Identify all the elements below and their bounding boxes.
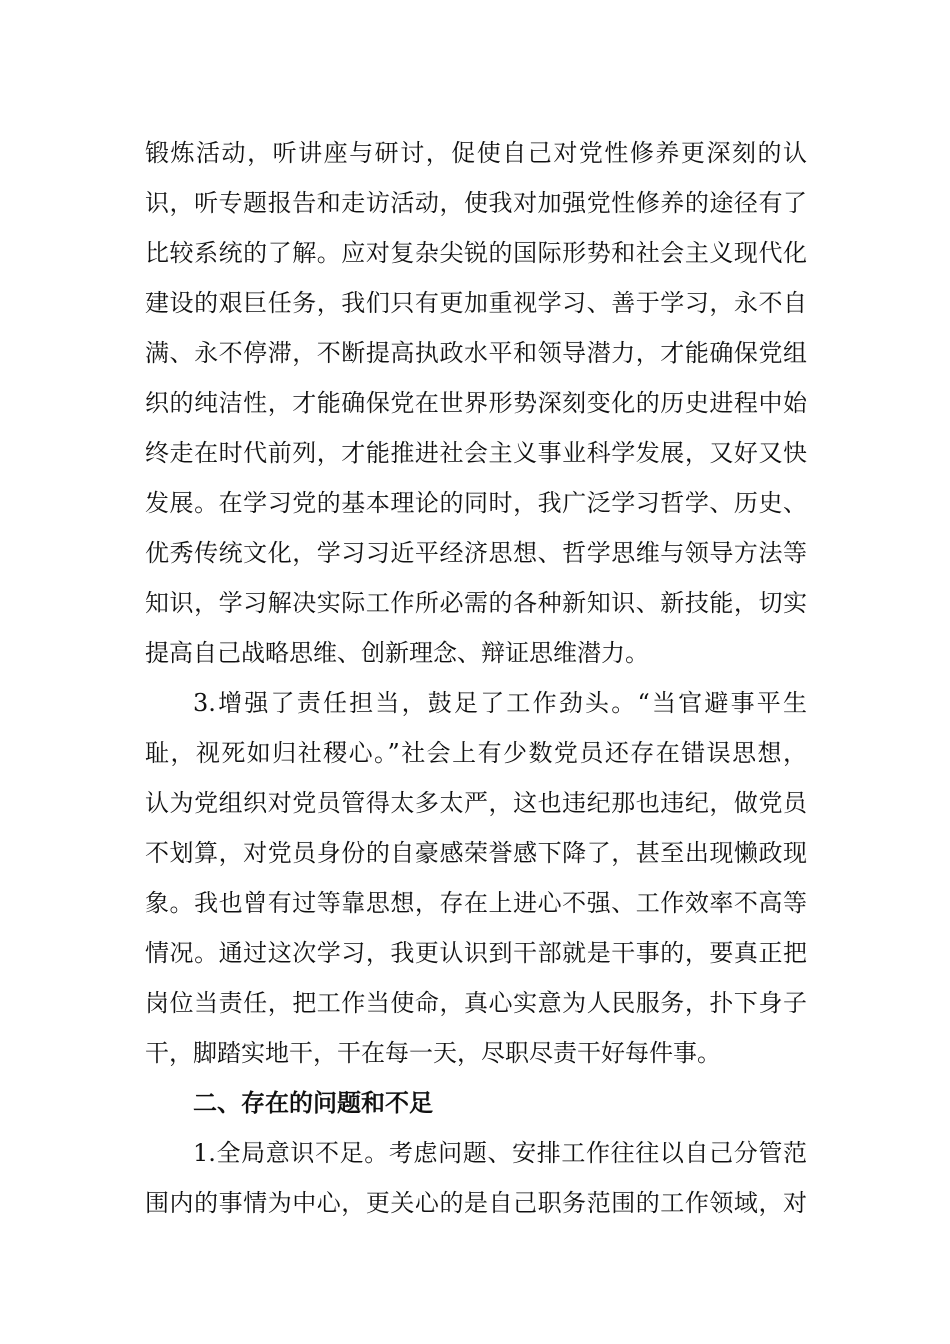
paragraph-line: 1.全局意识不足。考虑问题、安排工作往往以自己分管范: [193, 1139, 807, 1167]
paragraph-line: 围内的事情为中心，更关心的是自己职务范围的工作领域，对: [145, 1189, 807, 1217]
paragraph-line: 认为党组织对党员管得太多太严，这也违纪那也违纪，做党员: [145, 789, 807, 817]
paragraph-line: 织的纯洁性，才能确保党在世界形势深刻变化的历史进程中始: [145, 389, 807, 417]
paragraph-line: 建设的艰巨任务，我们只有更加重视学习、善于学习，永不自: [145, 289, 807, 317]
paragraph-line: 情况。通过这次学习，我更认识到干部就是干事的，要真正把: [145, 939, 807, 967]
section-heading: 二、存在的问题和不足: [193, 1089, 433, 1117]
paragraph-line: 象。我也曾有过等靠思想，存在上进心不强、工作效率不高等: [145, 889, 807, 917]
paragraph-line: 优秀传统文化，学习习近平经济思想、哲学思维与领导方法等: [145, 539, 807, 567]
document-body: [145, 128, 807, 1228]
paragraph-line: 3.增强了责任担当，鼓足了工作劲头。“当官避事平生: [193, 689, 807, 717]
paragraph-line: 知识，学习解决实际工作所必需的各种新知识、新技能，切实: [145, 589, 807, 617]
paragraph-line: 终走在时代前列，才能推进社会主义事业科学发展，又好又快: [145, 439, 807, 467]
paragraph-line: 识，听专题报告和走访活动，使我对加强党性修养的途径有了: [145, 189, 807, 217]
paragraph-line: 满、永不停滞，不断提高执政水平和领导潜力，才能确保党组: [145, 339, 807, 367]
paragraph-line: 发展。在学习党的基本理论的同时，我广泛学习哲学、历史、: [145, 489, 807, 517]
paragraph-line: 不划算，对党员身份的自豪感荣誉感下降了，甚至出现懒政现: [145, 839, 807, 867]
paragraph-line: 锻炼活动，听讲座与研讨，促使自己对党性修养更深刻的认: [145, 139, 807, 167]
paragraph-line: 比较系统的了解。应对复杂尖锐的国际形势和社会主义现代化: [145, 239, 807, 267]
paragraph-line: 岗位当责任，把工作当使命，真心实意为人民服务，扑下身子: [145, 989, 807, 1017]
paragraph-line: 耻，视死如归社稷心。”社会上有少数党员还存在错误思想，: [145, 739, 807, 767]
paragraph-line: 提高自己战略思维、创新理念、辩证思维潜力。: [145, 639, 649, 667]
paragraph-line: 干，脚踏实地干，干在每一天，尽职尽责干好每件事。: [145, 1039, 721, 1067]
